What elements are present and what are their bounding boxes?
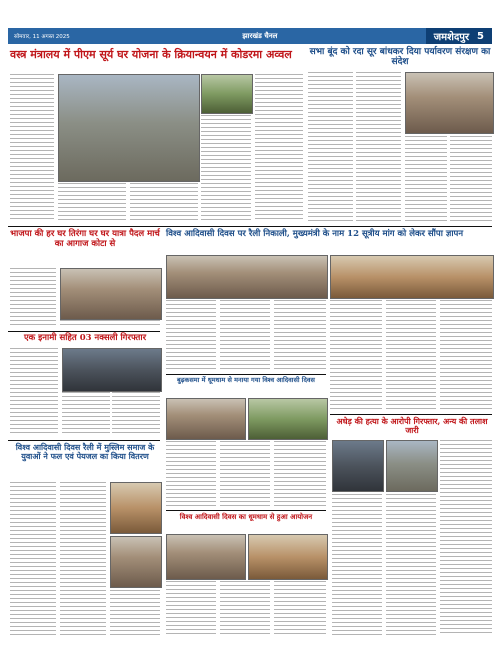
- article-4-body-col-3: [274, 300, 326, 370]
- article-5-headline: एक इनामी सहित 03 नक्सली गिरफ्तार: [23, 333, 147, 343]
- article-8-headline: विश्व आदिवासी दिवस रैली में मुस्लिम समाज के युवाओं ने फल एवं पेयजल का किया वितरण: [15, 442, 155, 462]
- header-date: सोमवार, 11 अगस्त 2025: [14, 34, 70, 40]
- article-6-body-col-3: [274, 441, 326, 507]
- article-7-headline: अधेड़ की हत्या के आरोपी गिरफ्तार, अन्य की तलाश जारी: [336, 416, 488, 436]
- article-1-body-col-2: [58, 183, 126, 222]
- divider-1: [8, 226, 492, 227]
- article-8-body-col-2: [60, 482, 106, 636]
- article-8-body-col-3: [110, 590, 160, 636]
- article-2-headline: सभा बूंद को रदा सूर बांधकर दिया पर्यावरण संरक्षण का संदेश: [309, 47, 491, 68]
- article-5-body-col-2: [62, 392, 110, 436]
- article-5-photo: [62, 348, 162, 392]
- article-6-headline: बुढ़कसमा में धूमधाम से मनाया गया विश्व आदिवासी दिवस: [177, 376, 315, 384]
- article-9-photo-1: [166, 534, 246, 580]
- article-3-body-col-1: [10, 268, 56, 326]
- article-7-body-col-1: [332, 494, 382, 636]
- article-4-body-col-4: [330, 300, 382, 410]
- article-4-body-col-6: [440, 300, 492, 410]
- article-6-photo-2: [248, 398, 328, 440]
- article-2-body-col-3: [405, 136, 447, 222]
- divider-2: [8, 331, 160, 332]
- header-city-box: [426, 28, 492, 44]
- article-9-body-col-1: [166, 581, 216, 636]
- article-4-body-col-2: [220, 300, 270, 370]
- article-6-photo-1: [166, 398, 246, 440]
- article-1-photo: [58, 74, 200, 182]
- article-2-photo: [405, 72, 494, 134]
- article-9-body-col-3: [274, 581, 326, 636]
- article-9-photo-2: [248, 534, 328, 580]
- article-1-body-col-5: [255, 74, 303, 222]
- header-page-number: 5: [477, 30, 484, 42]
- article-9-body-col-2: [220, 581, 270, 636]
- article-2-body-col-2: [356, 72, 401, 222]
- divider-3: [166, 374, 326, 375]
- article-1-body-col-3: [130, 183, 198, 222]
- article-7-photo-2: [386, 440, 438, 492]
- article-8-photo-2: [110, 536, 162, 588]
- article-8-body-col-1: [10, 482, 56, 636]
- article-1-headline: वस्त्र मंत्रालय में पीएम सूर्य घर योजना के क्रियान्वयन में कोडरमा अव्वल: [10, 48, 292, 61]
- article-4-photo-1: [166, 255, 328, 299]
- article-4-photo-2: [330, 255, 494, 299]
- header-city: जमशेदपुर: [433, 32, 470, 43]
- article-1-body-col-1: [10, 74, 54, 222]
- article-6-body-col-1: [166, 441, 216, 507]
- divider-4: [330, 414, 492, 415]
- article-7-body-col-3: [440, 440, 492, 636]
- article-2-body-col-1: [308, 72, 353, 222]
- article-4-headline: विश्व आदिवासी दिवस पर रैली निकाली, मुख्यमंत्री के नाम 12 सूत्रीय मांग को लेकर सौंपा ज्ञापन: [166, 229, 464, 239]
- article-2-body-col-4: [450, 136, 492, 222]
- article-5-body-col-1: [10, 348, 58, 436]
- article-1-photo-2: [201, 74, 253, 114]
- divider-5: [8, 440, 160, 441]
- article-4-body-col-5: [386, 300, 436, 410]
- article-3-headline: भाजपा की हर घर तिरंगा घर घर यात्रा पैदल मार्च का आगाज कोटा से: [10, 229, 160, 249]
- article-5-body-col-3: [112, 392, 160, 436]
- article-3-body-col-2: [60, 320, 160, 328]
- header-paper-name: झारखंड चैनल: [242, 31, 278, 40]
- article-6-body-col-2: [220, 441, 270, 507]
- article-4-body-col-1: [166, 300, 216, 370]
- article-1-body-col-4: [201, 115, 251, 222]
- article-7-photo-1: [332, 440, 384, 492]
- page-header: [8, 28, 492, 44]
- divider-6: [166, 510, 326, 511]
- article-3-photo: [60, 268, 162, 320]
- article-8-photo-1: [110, 482, 162, 534]
- article-7-body-col-2: [386, 494, 436, 636]
- article-9-headline: विश्व आदिवासी दिवस का धूमधाम से हुआ आयोजन: [179, 512, 313, 521]
